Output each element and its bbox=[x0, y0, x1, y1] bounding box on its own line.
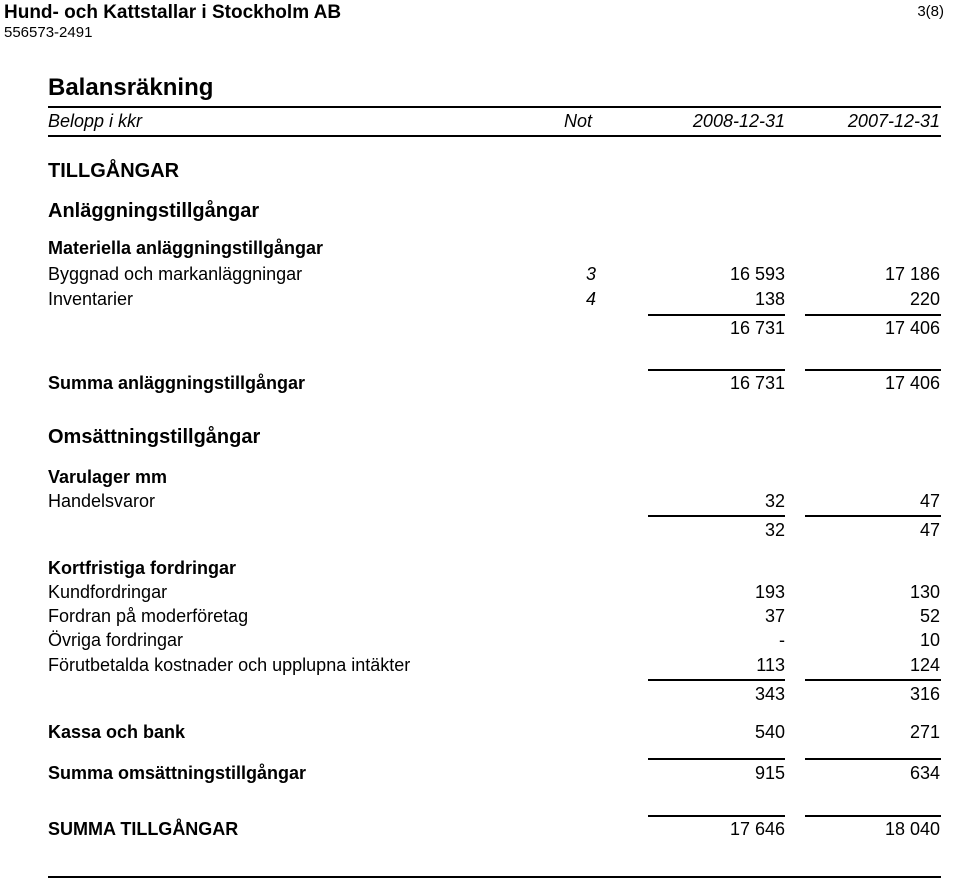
value-previous: 316 bbox=[909, 684, 940, 704]
row-note: 3 bbox=[586, 264, 597, 284]
org-number: 556573-2491 bbox=[4, 24, 93, 41]
section-fixed-assets: Anläggningstillgångar bbox=[48, 200, 260, 222]
column-label-header: Belopp i kkr bbox=[48, 111, 143, 131]
subtotal-rule bbox=[805, 679, 941, 681]
value-previous: 17 406 bbox=[884, 318, 940, 338]
row-label: Inventarier bbox=[48, 289, 134, 309]
page-number: 3(8) bbox=[917, 3, 944, 20]
table-row-inventory-subtotal bbox=[0, 520, 960, 542]
value-previous: 130 bbox=[909, 582, 940, 602]
row-label: Summa anläggningstillgångar bbox=[48, 373, 306, 393]
value-current: 138 bbox=[754, 289, 785, 309]
grand-total-rule bbox=[805, 815, 941, 817]
value-current: 37 bbox=[764, 606, 785, 626]
table-row-current-total bbox=[0, 763, 960, 785]
row-label: Summa omsättningstillgångar bbox=[48, 763, 307, 783]
value-previous: 47 bbox=[919, 491, 940, 511]
subtotal-rule bbox=[805, 515, 941, 517]
row-label: Byggnad och markanläggningar bbox=[48, 264, 303, 284]
value-current: 16 731 bbox=[729, 373, 785, 393]
value-previous: 52 bbox=[919, 606, 940, 626]
value-previous: 47 bbox=[919, 520, 940, 540]
value-current: 113 bbox=[756, 655, 785, 675]
total-rule bbox=[805, 369, 941, 371]
column-note-header: Not bbox=[564, 111, 593, 131]
value-current: 32 bbox=[764, 520, 785, 540]
header-bottom-rule bbox=[48, 135, 941, 137]
table-row-other-receivables bbox=[0, 630, 960, 652]
value-current: 16 731 bbox=[729, 318, 785, 338]
total-rule bbox=[648, 758, 785, 760]
subtotal-rule bbox=[805, 314, 941, 316]
row-label: Övriga fordringar bbox=[48, 630, 184, 650]
value-previous: 17 406 bbox=[884, 373, 940, 393]
value-previous: 18 040 bbox=[884, 819, 940, 839]
table-row-prepaid bbox=[0, 655, 960, 677]
row-note: 4 bbox=[586, 289, 597, 309]
table-row-buildings bbox=[0, 264, 960, 286]
section-inventory: Varulager mm bbox=[48, 467, 168, 487]
section-tangible-assets: Materiella anläggningstillgångar bbox=[48, 238, 324, 258]
table-row-receivables-subtotal bbox=[0, 684, 960, 706]
row-label: Fordran på moderföretag bbox=[48, 606, 249, 626]
value-previous: 271 bbox=[909, 722, 940, 742]
table-row-fixed-total bbox=[0, 373, 960, 395]
page-bottom-rule bbox=[48, 876, 941, 878]
table-row-tangible-subtotal bbox=[0, 318, 960, 340]
row-label: Förutbetalda kostnader och upplupna intäkter bbox=[48, 655, 411, 675]
value-current: 16 593 bbox=[729, 264, 785, 284]
column-current-header: 2008-12-31 bbox=[692, 111, 785, 131]
row-label: Kassa och bank bbox=[48, 722, 186, 742]
row-label: SUMMA TILLGÅNGAR bbox=[48, 819, 239, 839]
value-current: 915 bbox=[754, 763, 785, 783]
subtotal-rule bbox=[648, 679, 785, 681]
table-row-goods bbox=[0, 491, 960, 513]
column-previous-header: 2007-12-31 bbox=[847, 111, 940, 131]
value-current: - bbox=[779, 630, 785, 650]
total-rule bbox=[805, 758, 941, 760]
row-label: Handelsvaror bbox=[48, 491, 156, 511]
value-previous: 17 186 bbox=[884, 264, 940, 284]
value-current: 17 646 bbox=[729, 819, 785, 839]
grand-total-rule bbox=[648, 815, 785, 817]
row-label: Kundfordringar bbox=[48, 582, 168, 602]
table-row-trade-receivables bbox=[0, 582, 960, 604]
value-previous: 220 bbox=[909, 289, 940, 309]
value-previous: 634 bbox=[909, 763, 940, 783]
value-previous: 10 bbox=[919, 630, 940, 650]
subtotal-rule bbox=[648, 314, 785, 316]
value-current: 32 bbox=[764, 491, 785, 511]
table-row-cash bbox=[0, 722, 960, 744]
section-current-assets: Omsättningstillgångar bbox=[48, 426, 261, 448]
header-top-rule bbox=[48, 106, 941, 108]
table-row-assets-total bbox=[0, 819, 960, 841]
company-name: Hund- och Kattstallar i Stockholm AB bbox=[4, 2, 342, 23]
page-title: Balansräkning bbox=[48, 74, 214, 101]
value-current: 540 bbox=[754, 722, 785, 742]
total-rule bbox=[648, 369, 785, 371]
section-assets: TILLGÅNGAR bbox=[48, 160, 180, 182]
table-row-equipment bbox=[0, 289, 960, 311]
table-row-parent-receivable bbox=[0, 606, 960, 628]
value-current: 193 bbox=[754, 582, 785, 602]
subtotal-rule bbox=[648, 515, 785, 517]
section-receivables: Kortfristiga fordringar bbox=[48, 558, 237, 578]
value-current: 343 bbox=[754, 684, 785, 704]
value-previous: 124 bbox=[909, 655, 940, 675]
